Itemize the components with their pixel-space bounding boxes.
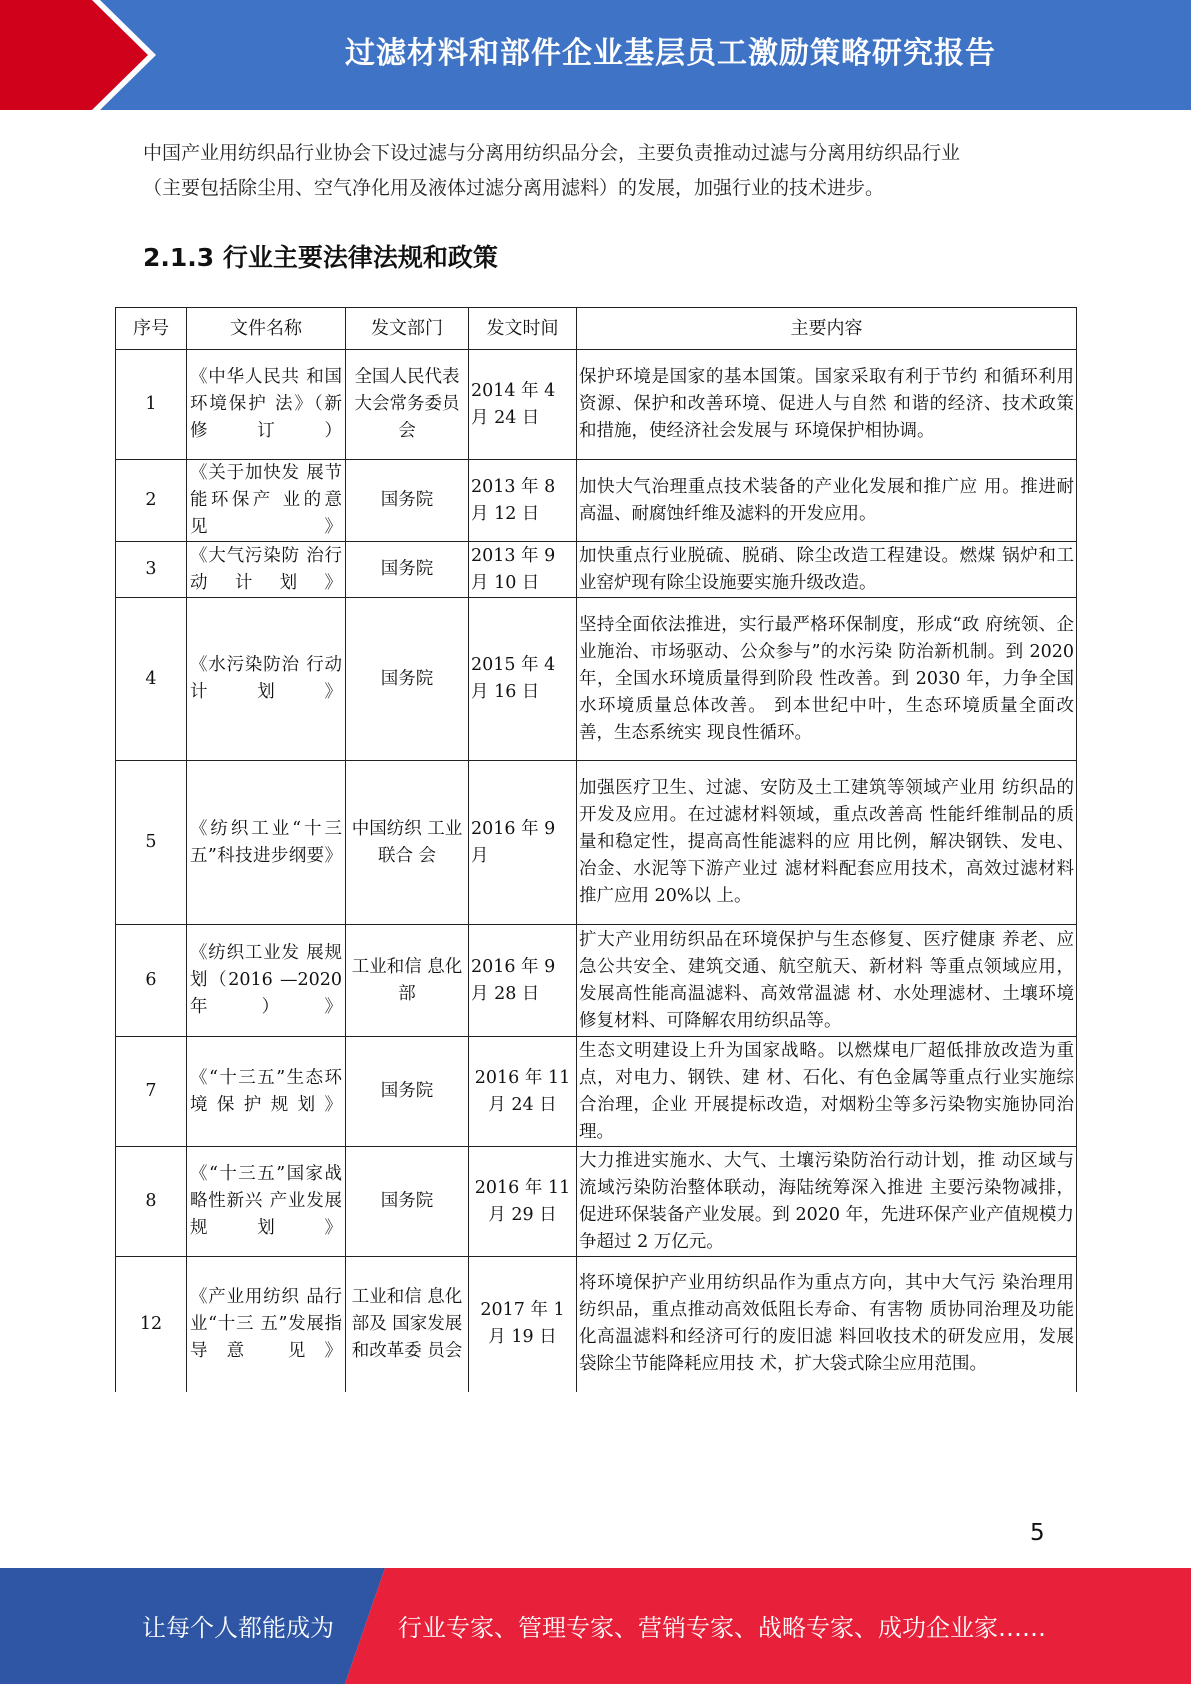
cell-date: 2016 年 9 月 28 日 — [469, 925, 577, 1037]
cell-date: 2015 年 4 月 16 日 — [469, 598, 577, 761]
cell-seq: 8 — [116, 1147, 187, 1257]
cell-dept: 工业和信 息化部及 国家发展 和改革委 员会 — [346, 1257, 469, 1392]
cell-seq: 6 — [116, 925, 187, 1037]
cell-dept: 国务院 — [346, 542, 469, 598]
cell-name: 《关于加快发 展节能环保产 业的意见》 — [187, 460, 346, 542]
cell-date: 2013 年 9 月 10 日 — [469, 542, 577, 598]
table-row — [116, 542, 1077, 598]
footer-slogan-right: 行业专家、管理专家、营销专家、战略专家、成功企业家…… — [398, 1614, 1046, 1642]
cell-name: 《大气污染防 治行动计划》 — [187, 542, 346, 598]
table-header-row — [116, 308, 1077, 350]
header-dept: 发文部门 — [346, 308, 469, 350]
cell-dept: 国务院 — [346, 598, 469, 761]
cell-seq: 1 — [116, 350, 187, 460]
cell-dept: 国务院 — [346, 460, 469, 542]
cell-name: 《中华人民共 和国环境保护 法》（新修订） — [187, 350, 346, 460]
table-row — [116, 598, 1077, 761]
cell-seq: 5 — [116, 761, 187, 925]
table-row — [116, 761, 1077, 925]
cell-content: 生态文明建设上升为国家战略。以燃煤电厂超低排放改造为重点，对电力、钢铁、建 材、石化、有色金属等重点行业实施综合治理，企业 开展提标改造，对烟粉尘等多污染物实施协同治理。 — [577, 1037, 1077, 1147]
cell-seq: 4 — [116, 598, 187, 761]
header-date: 发文时间 — [469, 308, 577, 350]
cell-content: 扩大产业用纺织品在环境保护与生态修复、医疗健康 养老、应急公共安全、建筑交通、航空航天、新材料 等重点领域应用，发展高性能高温滤料、高效常温滤 材、水处理滤材、土壤环境修复材料、可降解农用纺织品等。 — [577, 925, 1077, 1037]
cell-name: 《纺织工业发 展规划（2016 —2020 年）》 — [187, 925, 346, 1037]
cell-seq: 2 — [116, 460, 187, 542]
cell-content: 坚持全面依法推进，实行最严格环保制度，形成“政 府统领、企业施治、市场驱动、公众参与”的水污染 防治新机制。到 2020 年，全国水环境质量得到阶段 性改善。到 2030 年，力争全国水环境质量总体改善。 到本世纪中叶，生态环境质量全面改善，生态系统实 现良性循环。 — [577, 598, 1077, 761]
table-row — [116, 1257, 1077, 1392]
cell-name: 《产业用纺织 品行业“十三 五”发展指导意 见》 — [187, 1257, 346, 1392]
policy-table — [115, 307, 1077, 1392]
page-number: 5 — [1030, 1520, 1045, 1546]
cell-date: 2016 年 11 月 29 日 — [469, 1147, 577, 1257]
page-header — [0, 0, 1191, 110]
cell-content: 加快重点行业脱硫、脱硝、除尘改造工程建设。燃煤 锅炉和工业窑炉现有除尘设施要实施升级改造。 — [577, 542, 1077, 598]
cell-date: 2016 年 11 月 24 日 — [469, 1037, 577, 1147]
table-row — [116, 460, 1077, 542]
footer-slogan-left: 让每个人都能成为 — [142, 1614, 334, 1642]
table-row — [116, 1147, 1077, 1257]
cell-content: 保护环境是国家的基本国策。国家采取有利于节约 和循环利用资源、保护和改善环境、促进人与自然 和谐的经济、技术政策和措施，使经济社会发展与 环境保护相协调。 — [577, 350, 1077, 460]
cell-date: 2014 年 4 月 24 日 — [469, 350, 577, 460]
cell-dept: 国务院 — [346, 1147, 469, 1257]
cell-dept: 全国人民代表大会常务委员会 — [346, 350, 469, 460]
cell-name: 《水污染防治 行动计划》 — [187, 598, 346, 761]
page-footer — [0, 1568, 1191, 1684]
cell-content: 加快大气治理重点技术装备的产业化发展和推广应 用。推进耐高温、耐腐蚀纤维及滤料的开发应用。 — [577, 460, 1077, 542]
cell-name: 《纺织工业“十三五”科技进步纲要》 — [187, 761, 346, 925]
header-seq: 序号 — [116, 308, 187, 350]
intro-paragraph — [143, 136, 1063, 206]
cell-name: 《“十三五”国家战略性新兴 产业发展规划》 — [187, 1147, 346, 1257]
cell-content: 将环境保护产业用纺织品作为重点方向，其中大气污 染治理用纺织品，重点推动高效低阻长寿命、有害物 质协同治理及功能化高温滤料和经济可行的废旧滤 料回收技术的研发应用，发展袋除尘节能降耗应用技 术，扩大袋式除尘应用范围。 — [577, 1257, 1077, 1392]
cell-dept: 工业和信 息化部 — [346, 925, 469, 1037]
intro-line: （主要包括除尘用、空气净化用及液体过滤分离用滤料）的发展，加强行业的技术进步。 — [143, 177, 885, 199]
section-heading: 2.1.3 行业主要法律法规和政策 — [143, 243, 498, 272]
table-row — [116, 1037, 1077, 1147]
cell-seq: 7 — [116, 1037, 187, 1147]
cell-seq: 12 — [116, 1257, 187, 1392]
cell-content: 加强医疗卫生、过滤、安防及土工建筑等领域产业用 纺织品的开发及应用。在过滤材料领域，重点改善高 性能纤维制品的质量和稳定性，提高高性能滤料的应 用比例，解决钢铁、发电、冶金、水泥等下游产业过 滤材料配套应用技术，高效过滤材料推广应用 20%以 上。 — [577, 761, 1077, 925]
cell-dept: 国务院 — [346, 1037, 469, 1147]
header-name: 文件名称 — [187, 308, 346, 350]
cell-content: 大力推进实施水、大气、土壤污染防治行动计划，推 动区域与流域污染防治整体联动，海陆统筹深入推进 主要污染物减排，促进环保装备产业发展。到 2020 年，先进环保产业产值规模力争超过 2 万亿元。 — [577, 1147, 1077, 1257]
intro-line: 中国产业用纺织品行业协会下设过滤与分离用纺织品分会，主要负责推动过滤与分离用纺织品行业 — [143, 142, 961, 164]
cell-date: 2013 年 8 月 12 日 — [469, 460, 577, 542]
cell-dept: 中国纺织 工业联合 会 — [346, 761, 469, 925]
cell-date: 2017 年 1 月 19 日 — [469, 1257, 577, 1392]
cell-seq: 3 — [116, 542, 187, 598]
table-row — [116, 350, 1077, 460]
header-content: 主要内容 — [577, 308, 1077, 350]
cell-name: 《“十三五”生态环境保护规划》 — [187, 1037, 346, 1147]
table-row — [116, 925, 1077, 1037]
report-title: 过滤材料和部件企业基层员工激励策略研究报告 — [345, 36, 996, 71]
cell-date: 2016 年 9 月 — [469, 761, 577, 925]
